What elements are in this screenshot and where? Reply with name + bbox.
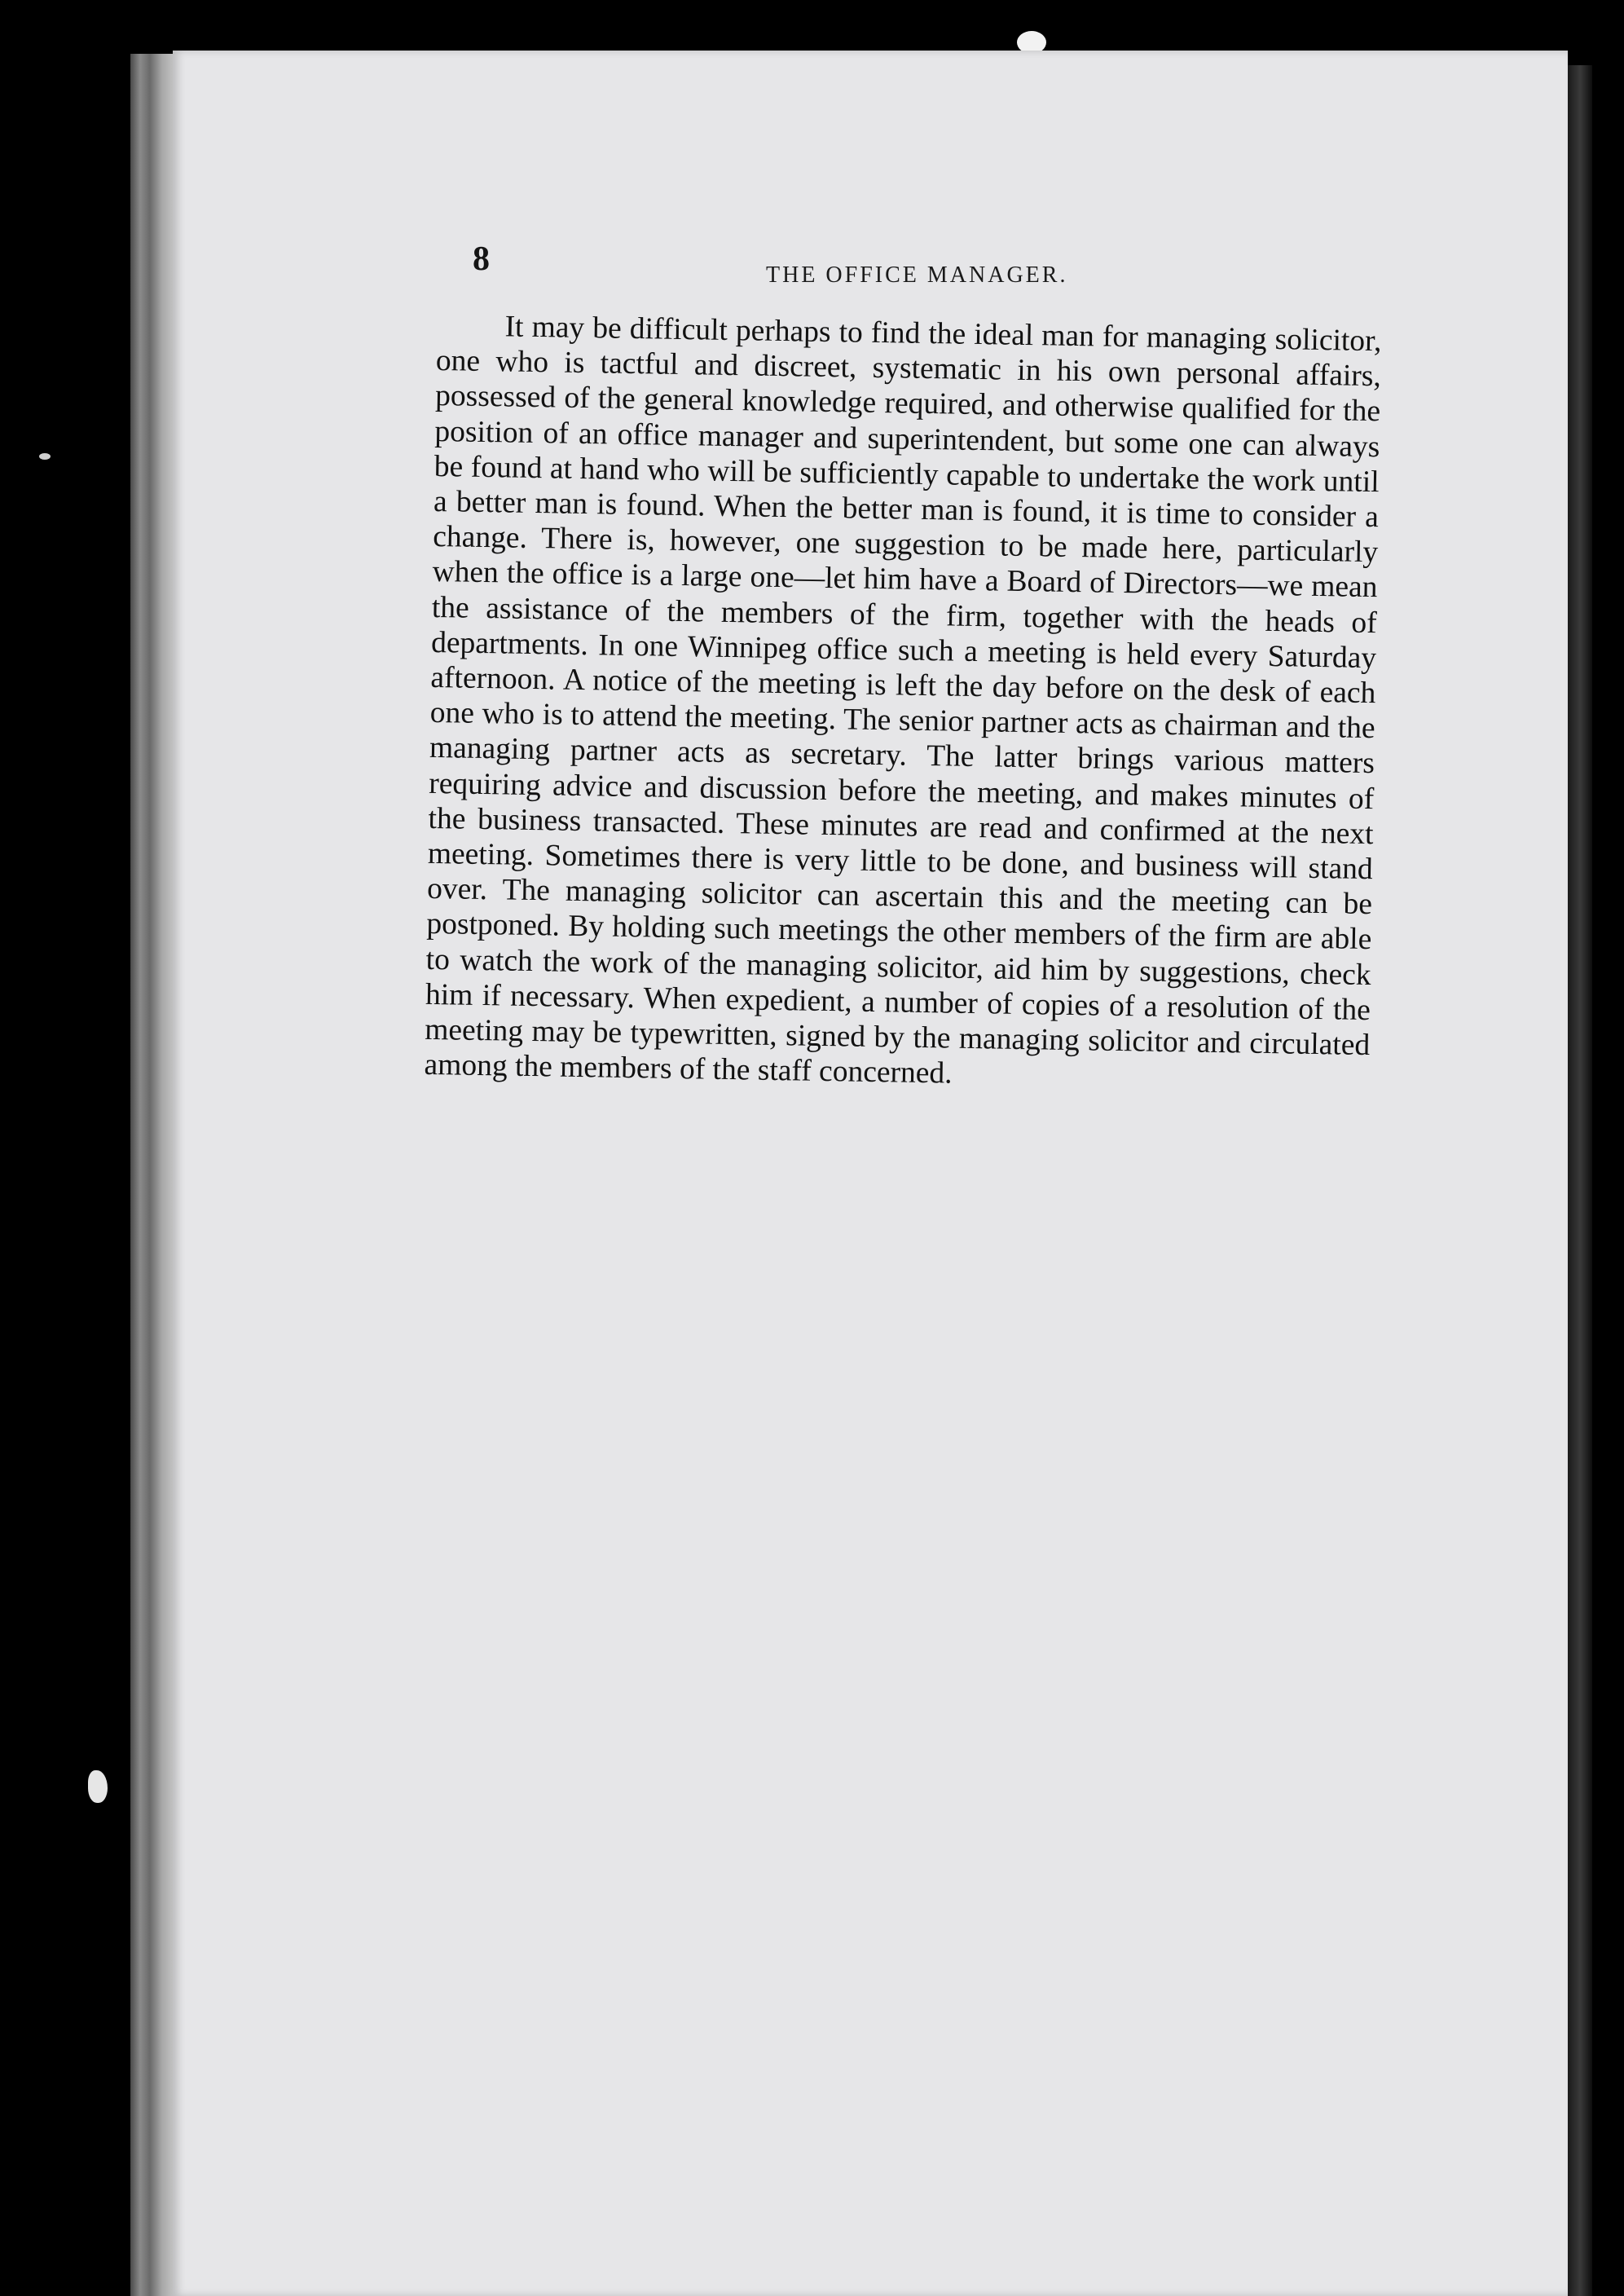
scan-blemish: [39, 453, 51, 460]
page-edge: [1568, 65, 1592, 2296]
body-text: [424, 308, 1382, 1099]
book-spine: [130, 54, 179, 2296]
scan-blemish: [88, 1770, 108, 1803]
page-number: 8: [473, 240, 490, 278]
running-head: THE OFFICE MANAGER.: [766, 262, 1068, 288]
paragraph: It may be difficult perhaps to find the ideal man for managing solicitor, one who is tactful and discreet, systematic in his own personal affairs, possessed of the general knowledge required, and otherwise qualified for the position of an office manager and superintendent, but some one can always be found at hand who will be sufficiently capable to undertake the work until a better man is found. When the better man is found, it is time to consider a change. There is, however, one suggestion to be made here, particularly when the office is a large one—let him have a Board of Directors—we mean the assistance of the members of the firm, together with the heads of departments. In one Winnipeg office such a meeting is held every Saturday afternoon. A notice of the meeting is left the day before on the desk of each one who is to attend the meeting. The senior partner acts as chairman and the managing partner acts as secretary. The latter brings various matters requiring advice and discussion before the meeting, and makes minutes of the business transacted. These minutes are read and confirmed at the next meeting. Sometimes there is very little to be done, and business will stand over. The managing solicitor can ascertain this and the meeting can be postponed. By holding such meetings the other members of the firm are able to watch the work of the managing solicitor, aid him by suggestions, check him if necessary. When expedient, a number of copies of a resolution of the meeting may be typewritten, signed by the managing solicitor and circulated among the members of the staff concerned.: [424, 310, 1382, 1091]
